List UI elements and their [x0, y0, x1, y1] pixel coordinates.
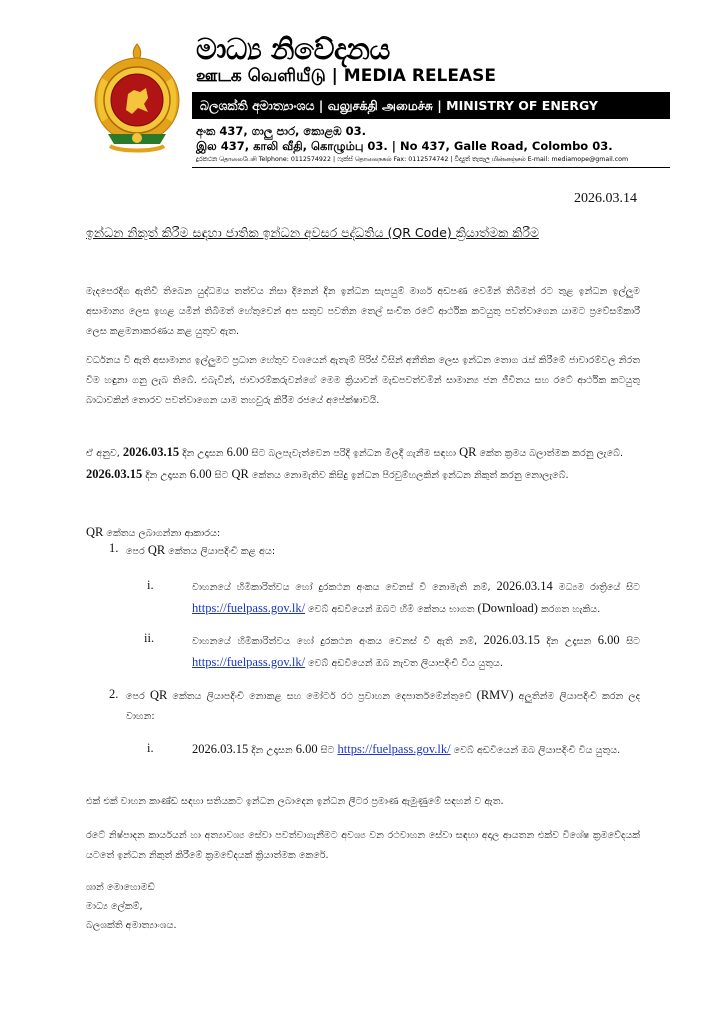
document-title: ඉන්ධන නිකුත් කිරීම සඳහා ජාතික ඉන්ධන අවසර පද්ධතිය (QR Code) ක්‍රියාත්මක කිරීම — [86, 225, 539, 240]
paragraph-1: මැදපෙරදිග ඇතිවී තිබෙන යුද්ධමය තත්වය නිසා දිනෙන් දින ඉන්ධන සැපයුම් මාර්ග අඩපණ වෙමින් තිබීමත් රට තුළ ඉන්ධන ඉල්ලුම අසාමාන්‍ය ලෙස ඉහළ යමින් තිබීමත් හේතුවෙන් අප සතුව පවතින තෙල් සංචිත රටේ ආර්ථික කටයුතු පවත්වාගෙන යාමට ප්‍රවේසම්කාරී ලෙස කළමනාකරණය කළ යුතුව ඇත. — [86, 286, 640, 337]
letterhead-title: මාධ්‍ය නිවේදනය — [196, 32, 390, 66]
qr-text: QR — [86, 525, 104, 539]
time-text: 6.00 — [295, 742, 318, 756]
sub-list-number: i. — [147, 741, 154, 755]
date-text: 2026.03.15 — [192, 742, 249, 756]
rmv-text: (RMV) — [476, 688, 514, 702]
qr-text: QR — [459, 445, 477, 459]
fuelpass-link[interactable]: https://fuelpass.gov.lk/ — [192, 655, 306, 669]
sub-list-item-1-ii — [192, 630, 640, 674]
list-number: 2. — [109, 687, 119, 701]
text: වෙබ් අඩවියෙන් ඔබ ලියාපදිංචි විය යුතුය. — [450, 745, 621, 756]
address-sinhala: අංක 437, ගාලු පාර, කොළඹ 03. — [196, 124, 367, 138]
text: වාහනයේ හිමිකාරිත්වය හෝ දුරකථන අංකය වෙනස් වී ඇති නම්, — [192, 636, 484, 647]
text: වාහනයේ හිමිකාරිත්වය හෝ දුරකථන අංකය වෙනස් වී නොමැති නම්, — [192, 582, 497, 593]
text: දින උදෑසන — [248, 745, 296, 756]
paragraph-2: වර්ධනය වී ඇති අසාමාන්‍ය ඉල්ලුමට ප්‍රධාන හේතුව වශයෙන් ඇතැම් පිරිස් විසින් අනීතික ලෙස ඉන්ධන තොග රැස් කිරීමේ ජාවාරම්වල නිරත වීම හඳුනා ගනු ලැබ තිබේ. එබැවින්, ජාවාරම්කරුවන්ගේ මෙම ක්‍රියාවන් මැඩපවත්වමින් සාමාන්‍ය ජන ජීවිතය සහ රටේ ආර්ථික කටයුතු බාධාවකින් තොරව පවත්වාගෙන යාම තහවුරු කිරීම රජයේ අපේක්ෂාවයි. — [86, 355, 640, 406]
paragraph-3 — [86, 442, 640, 486]
text: කේතය ලියාපදිංචි නොකළ සහ මෝටර් රථ ප්‍රවාහන දෙපාර්තමේන්තුවේ — [167, 691, 477, 702]
qr-text: QR — [231, 467, 249, 481]
download-text: (Download) — [477, 601, 538, 615]
text: කේතය ලියාපදිංචි කළ අය: — [165, 546, 276, 557]
text: සිට — [619, 636, 640, 647]
text: වෙබ් අඩවියෙන් ඔබට හිමි කේතය භාගත — [305, 604, 478, 615]
text: කේත ක්‍රමය බලාත්මක කරනු ලැබේ. — [476, 448, 624, 459]
text: කරගත හැකිය. — [537, 604, 601, 615]
qr-text: QR — [149, 688, 168, 702]
text: සිට — [211, 470, 232, 481]
time-text: 6.00 — [597, 633, 620, 647]
sub-list-item-2-i — [192, 739, 640, 761]
text: වෙබ් අඩවියෙන් ඔබ නැවත ලියාපදිංචි විය යුතුය. — [305, 658, 503, 669]
address-tamil-english: இல 437, காலி வீதி, கொழும்பு 03. | No 437, Galle Road, Colombo 03. — [196, 139, 613, 153]
qr-text: QR — [147, 543, 166, 557]
text: පෙර — [126, 691, 150, 702]
contact-line: දුරකථන தொலைபேசி Telphone: 0112574922 | ෆැක්ස් தொலைநகல் Fax: 0112574742 | විද්‍යුත් තැපෑල மின்னஞ்சல் E-mail: mediamope@gmail.com — [196, 156, 629, 163]
text: දින උදෑසන — [539, 636, 598, 647]
sub-list-number: ii. — [144, 631, 155, 645]
effective-date: 2026.03.15 — [86, 467, 143, 481]
text: දින උදෑසන — [179, 448, 227, 459]
text: දින උදෑසන — [142, 470, 190, 481]
letterhead-subtitle: ஊடக வெளியீடு | MEDIA RELEASE — [196, 66, 497, 86]
sub-list-item-1-i — [192, 576, 640, 620]
fuelpass-link[interactable]: https://fuelpass.gov.lk/ — [192, 601, 306, 615]
signatory-name: ශාන් මොහොමඩ් — [86, 882, 155, 893]
text: මධ්‍යම රාත්‍රියේ සිට — [552, 582, 640, 593]
signatory-role: මාධ්‍ය ලේකම්, — [86, 901, 143, 912]
list-number: 1. — [109, 541, 119, 555]
text: සිට — [317, 745, 338, 756]
text: පෙර — [126, 546, 148, 557]
text: ඒ අනුව, — [86, 448, 123, 459]
sri-lanka-emblem-icon — [88, 38, 186, 156]
sub-list-number: i. — [147, 578, 154, 592]
text: සිට බලපැවැත්වෙන පරිදි ඉන්ධන මිලදී ගැනීම සඳහා — [248, 448, 460, 459]
text: අලුතින්ම ලියාපදිංචි කරන ලද වාහන: — [126, 691, 641, 722]
signatory-organisation: බලශක්ති අමාත්‍යාංශය. — [86, 920, 177, 931]
effective-time: 6.00 — [226, 445, 249, 459]
text: කේතය නොමැතිව කිසිදු ඉන්ධන පිරවුම්හලකින් ඉන්ධන නිකුත් කරනු නොලැබේ. — [248, 470, 569, 481]
effective-date: 2026.03.15 — [122, 445, 180, 459]
effective-time: 6.00 — [189, 467, 212, 481]
paragraph-5: රටේ නිෂ්පාදන කාර්යයන් හා අත්‍යාවශ්‍ය සේවා පවත්වාගැනීමට අවශ්‍ය වන රථවාහන සේවා සඳහා අදාල ආයතන එක්ව විශේෂ ක්‍රමවේදයක් යටතේ ඉන්ධන නිකුත් කිරීමේ ක්‍රමවේදයක් ක්‍රියාත්මක කෙරේ. — [86, 830, 640, 861]
list-item-2 — [126, 685, 640, 727]
letterhead-divider — [192, 167, 670, 168]
list-item-1 — [126, 540, 626, 562]
fuelpass-link[interactable]: https://fuelpass.gov.lk/ — [337, 742, 451, 756]
date-text: 2026.03.15 — [483, 633, 540, 647]
signature-block — [86, 878, 640, 935]
ministry-banner: බලශක්ති අමාත්‍යාංශය | வலுசக்தி அமைச்சு | MINISTRY OF ENERGY — [192, 92, 670, 119]
paragraph-4: එක් එක් වාහන කාණ්ඩ සඳහා සතියකට ඉන්ධන ලබාදෙන ඉන්ධන ලීටර ප්‍රමාණ ඇමුණුමේ සඳහන් ව ඇත. — [86, 796, 504, 807]
heading-text: කේතය ලබාගන්නා ආකාරය: — [103, 528, 221, 539]
date-text: 2026.03.14 — [496, 579, 553, 593]
release-date: 2026.03.14 — [574, 191, 637, 206]
